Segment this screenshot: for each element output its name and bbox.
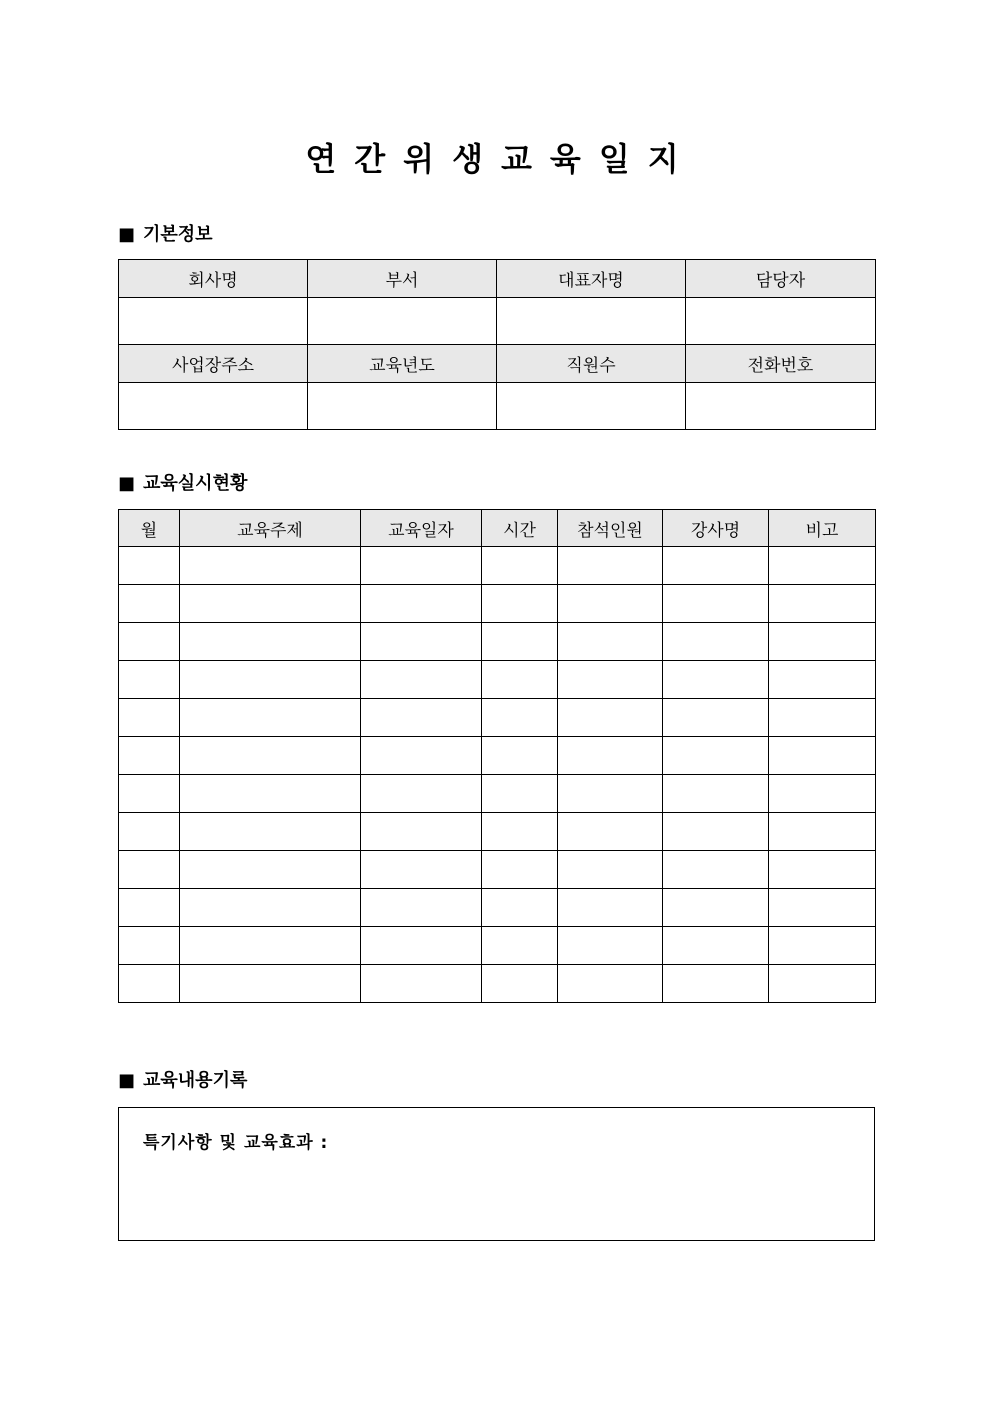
date-cell[interactable]	[361, 623, 482, 661]
education-status-heading-text: 교육실시현황	[143, 473, 248, 494]
date-cell[interactable]	[361, 699, 482, 737]
hours-cell[interactable]	[482, 775, 558, 813]
attendees-cell[interactable]	[558, 851, 663, 889]
table-row	[119, 775, 876, 813]
month-cell[interactable]	[119, 699, 180, 737]
table-row	[119, 965, 876, 1003]
table-row	[119, 661, 876, 699]
phone-number-field[interactable]	[686, 383, 876, 430]
education-status-heading	[118, 473, 247, 495]
date-cell[interactable]	[361, 775, 482, 813]
column-header-topic: 교육주제	[180, 510, 361, 547]
hours-cell[interactable]	[482, 623, 558, 661]
basic-info-value-row-1	[119, 298, 876, 345]
remarks-cell[interactable]	[769, 775, 876, 813]
remarks-cell[interactable]	[769, 851, 876, 889]
header-company-name: 회사명	[119, 260, 308, 298]
topic-cell[interactable]	[180, 965, 361, 1003]
month-cell[interactable]	[119, 737, 180, 775]
date-cell[interactable]	[361, 737, 482, 775]
special-notes-label: 특기사항 및 교육효과 :	[143, 1133, 329, 1153]
instructor-cell[interactable]	[663, 585, 769, 623]
topic-cell[interactable]	[180, 851, 361, 889]
hours-cell[interactable]	[482, 889, 558, 927]
table-row	[119, 699, 876, 737]
hours-cell[interactable]	[482, 585, 558, 623]
topic-cell[interactable]	[180, 585, 361, 623]
column-header-hours: 시간	[482, 510, 558, 547]
education-status-body	[119, 547, 876, 1003]
month-cell[interactable]	[119, 547, 180, 585]
date-cell[interactable]	[361, 965, 482, 1003]
basic-info-header-row-1	[119, 260, 876, 298]
remarks-cell[interactable]	[769, 927, 876, 965]
month-cell[interactable]	[119, 965, 180, 1003]
column-header-date: 교육일자	[361, 510, 482, 547]
date-cell[interactable]	[361, 813, 482, 851]
month-cell[interactable]	[119, 813, 180, 851]
attendees-cell[interactable]	[558, 661, 663, 699]
date-cell[interactable]	[361, 585, 482, 623]
remarks-cell[interactable]	[769, 813, 876, 851]
attendees-cell[interactable]	[558, 813, 663, 851]
hours-cell[interactable]	[482, 927, 558, 965]
basic-info-heading-text: 기본정보	[143, 224, 213, 245]
square-bullet-icon: ■	[118, 224, 136, 245]
month-cell[interactable]	[119, 927, 180, 965]
education-year-field[interactable]	[308, 383, 497, 430]
basic-info-value-row-2	[119, 383, 876, 430]
header-education-year: 교육년도	[308, 345, 497, 383]
attendees-cell[interactable]	[558, 889, 663, 927]
square-bullet-icon: ■	[118, 1070, 136, 1091]
hours-cell[interactable]	[482, 851, 558, 889]
person-in-charge-field[interactable]	[686, 298, 876, 345]
attendees-cell[interactable]	[558, 623, 663, 661]
topic-cell[interactable]	[180, 623, 361, 661]
instructor-cell[interactable]	[663, 775, 769, 813]
attendees-cell[interactable]	[558, 547, 663, 585]
company-name-field[interactable]	[119, 298, 308, 345]
header-business-address: 사업장주소	[119, 345, 308, 383]
hours-cell[interactable]	[482, 737, 558, 775]
month-cell[interactable]	[119, 775, 180, 813]
topic-cell[interactable]	[180, 927, 361, 965]
topic-cell[interactable]	[180, 699, 361, 737]
topic-cell[interactable]	[180, 813, 361, 851]
instructor-cell[interactable]	[663, 927, 769, 965]
instructor-cell[interactable]	[663, 699, 769, 737]
instructor-cell[interactable]	[663, 889, 769, 927]
table-row	[119, 585, 876, 623]
hours-cell[interactable]	[482, 813, 558, 851]
date-cell[interactable]	[361, 927, 482, 965]
topic-cell[interactable]	[180, 547, 361, 585]
date-cell[interactable]	[361, 661, 482, 699]
content-record-heading	[118, 1070, 247, 1092]
topic-cell[interactable]	[180, 737, 361, 775]
topic-cell[interactable]	[180, 775, 361, 813]
column-header-attendees: 참석인원	[558, 510, 663, 547]
hours-cell[interactable]	[482, 661, 558, 699]
topic-cell[interactable]	[180, 661, 361, 699]
header-department: 부서	[308, 260, 497, 298]
date-cell[interactable]	[361, 547, 482, 585]
basic-info-header-row-2	[119, 345, 876, 383]
representative-field[interactable]	[497, 298, 686, 345]
square-bullet-icon: ■	[118, 473, 136, 494]
basic-info-table	[118, 259, 876, 430]
month-cell[interactable]	[119, 623, 180, 661]
business-address-field[interactable]	[119, 383, 308, 430]
date-cell[interactable]	[361, 851, 482, 889]
table-row	[119, 851, 876, 889]
column-header-remarks: 비고	[769, 510, 876, 547]
table-row	[119, 623, 876, 661]
remarks-cell[interactable]	[769, 965, 876, 1003]
date-cell[interactable]	[361, 889, 482, 927]
header-employee-count: 직원수	[497, 345, 686, 383]
attendees-cell[interactable]	[558, 699, 663, 737]
header-phone-number: 전화번호	[686, 345, 876, 383]
page-title: 연간위생교육일지	[305, 140, 697, 178]
header-representative: 대표자명	[497, 260, 686, 298]
attendees-cell[interactable]	[558, 965, 663, 1003]
instructor-cell[interactable]	[663, 813, 769, 851]
instructor-cell[interactable]	[663, 661, 769, 699]
hours-cell[interactable]	[482, 699, 558, 737]
instructor-cell[interactable]	[663, 851, 769, 889]
table-row	[119, 547, 876, 585]
attendees-cell[interactable]	[558, 585, 663, 623]
topic-cell[interactable]	[180, 889, 361, 927]
hours-cell[interactable]	[482, 547, 558, 585]
hours-cell[interactable]	[482, 965, 558, 1003]
table-row	[119, 813, 876, 851]
month-cell[interactable]	[119, 585, 180, 623]
attendees-cell[interactable]	[558, 927, 663, 965]
content-record-box[interactable]	[118, 1107, 875, 1241]
education-status-header-row	[119, 510, 876, 547]
attendees-cell[interactable]	[558, 775, 663, 813]
remarks-cell[interactable]	[769, 737, 876, 775]
month-cell[interactable]	[119, 661, 180, 699]
header-person-in-charge: 담당자	[686, 260, 876, 298]
remarks-cell[interactable]	[769, 585, 876, 623]
content-record-heading-text: 교육내용기록	[143, 1070, 248, 1091]
employee-count-field[interactable]	[497, 383, 686, 430]
instructor-cell[interactable]	[663, 965, 769, 1003]
remarks-cell[interactable]	[769, 889, 876, 927]
remarks-cell[interactable]	[769, 547, 876, 585]
instructor-cell[interactable]	[663, 547, 769, 585]
column-header-month: 월	[119, 510, 180, 547]
remarks-cell[interactable]	[769, 623, 876, 661]
attendees-cell[interactable]	[558, 737, 663, 775]
instructor-cell[interactable]	[663, 623, 769, 661]
basic-info-heading	[118, 224, 213, 246]
month-cell[interactable]	[119, 889, 180, 927]
table-row	[119, 737, 876, 775]
remarks-cell[interactable]	[769, 661, 876, 699]
remarks-cell[interactable]	[769, 699, 876, 737]
instructor-cell[interactable]	[663, 737, 769, 775]
table-row	[119, 927, 876, 965]
column-header-instructor: 강사명	[663, 510, 769, 547]
table-row	[119, 889, 876, 927]
month-cell[interactable]	[119, 851, 180, 889]
education-status-table	[118, 509, 876, 1003]
department-field[interactable]	[308, 298, 497, 345]
